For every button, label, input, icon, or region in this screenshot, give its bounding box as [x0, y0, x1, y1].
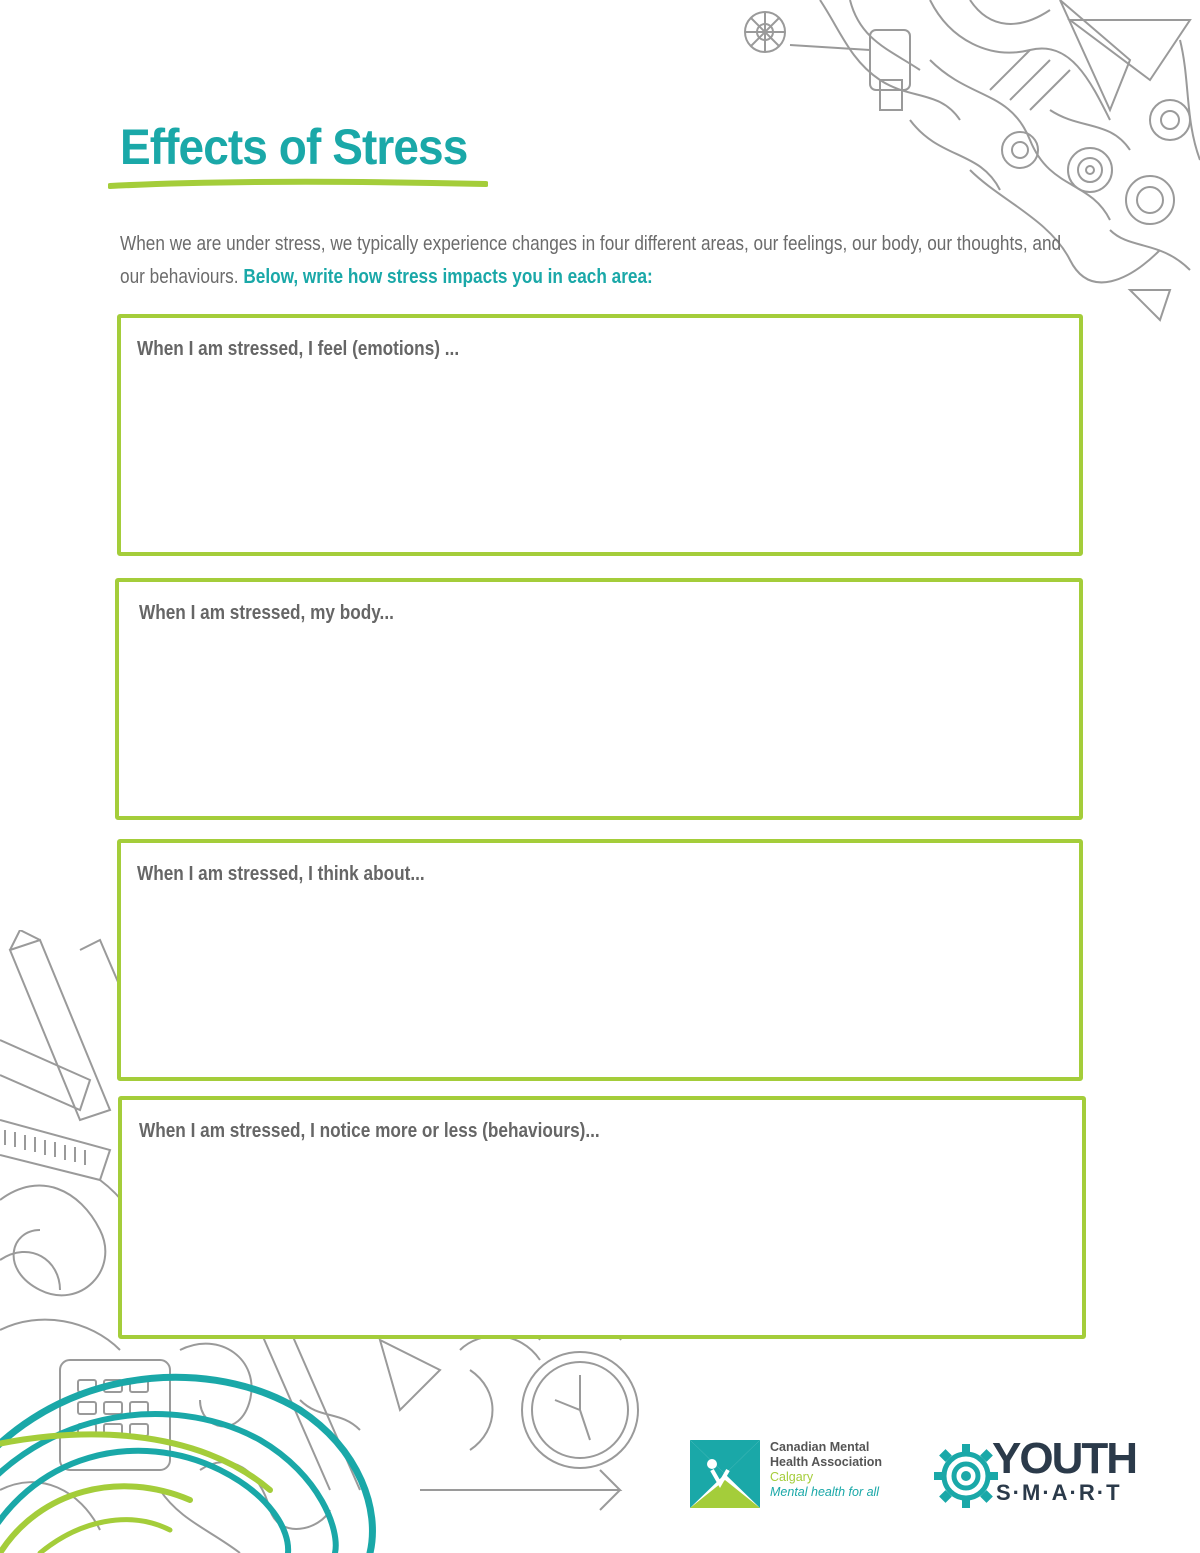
- cmha-name-line1: Canadian Mental: [770, 1440, 870, 1454]
- cmha-tagline: Mental health for all: [770, 1485, 880, 1499]
- prompt-body: When I am stressed, my body...: [139, 602, 394, 624]
- intro-paragraph: [120, 228, 1064, 294]
- response-box-behaviours[interactable]: [118, 1096, 1086, 1339]
- intro-instruction: Below, write how stress impacts you in each area:: [243, 266, 653, 288]
- prompt-emotions: When I am stressed, I feel (emotions) ...: [137, 338, 460, 360]
- cmha-mark-icon: [690, 1440, 760, 1508]
- cmha-logo: [690, 1440, 910, 1510]
- cmha-city: Calgary: [770, 1470, 814, 1484]
- youthsmart-logo: [930, 1434, 1140, 1510]
- intro-text: When we are under stress, we typically experience changes in four different areas, our feelings, our body, our thoughts, and our behaviours.: [120, 233, 1062, 288]
- page-title: Effects of Stress: [120, 119, 468, 175]
- title-underline: [108, 176, 488, 192]
- response-box-thoughts[interactable]: [117, 839, 1083, 1081]
- youthsmart-smart: S·M·A·R·T: [996, 1480, 1122, 1505]
- youthsmart-youth: YOUTH: [992, 1434, 1136, 1483]
- prompt-behaviours: When I am stressed, I notice more or less (behaviours)...: [139, 1120, 600, 1142]
- cmha-name-line2: Health Association: [770, 1455, 883, 1469]
- prompt-thoughts: When I am stressed, I think about...: [137, 863, 425, 885]
- response-box-body[interactable]: [115, 578, 1083, 820]
- response-box-emotions[interactable]: [117, 314, 1083, 556]
